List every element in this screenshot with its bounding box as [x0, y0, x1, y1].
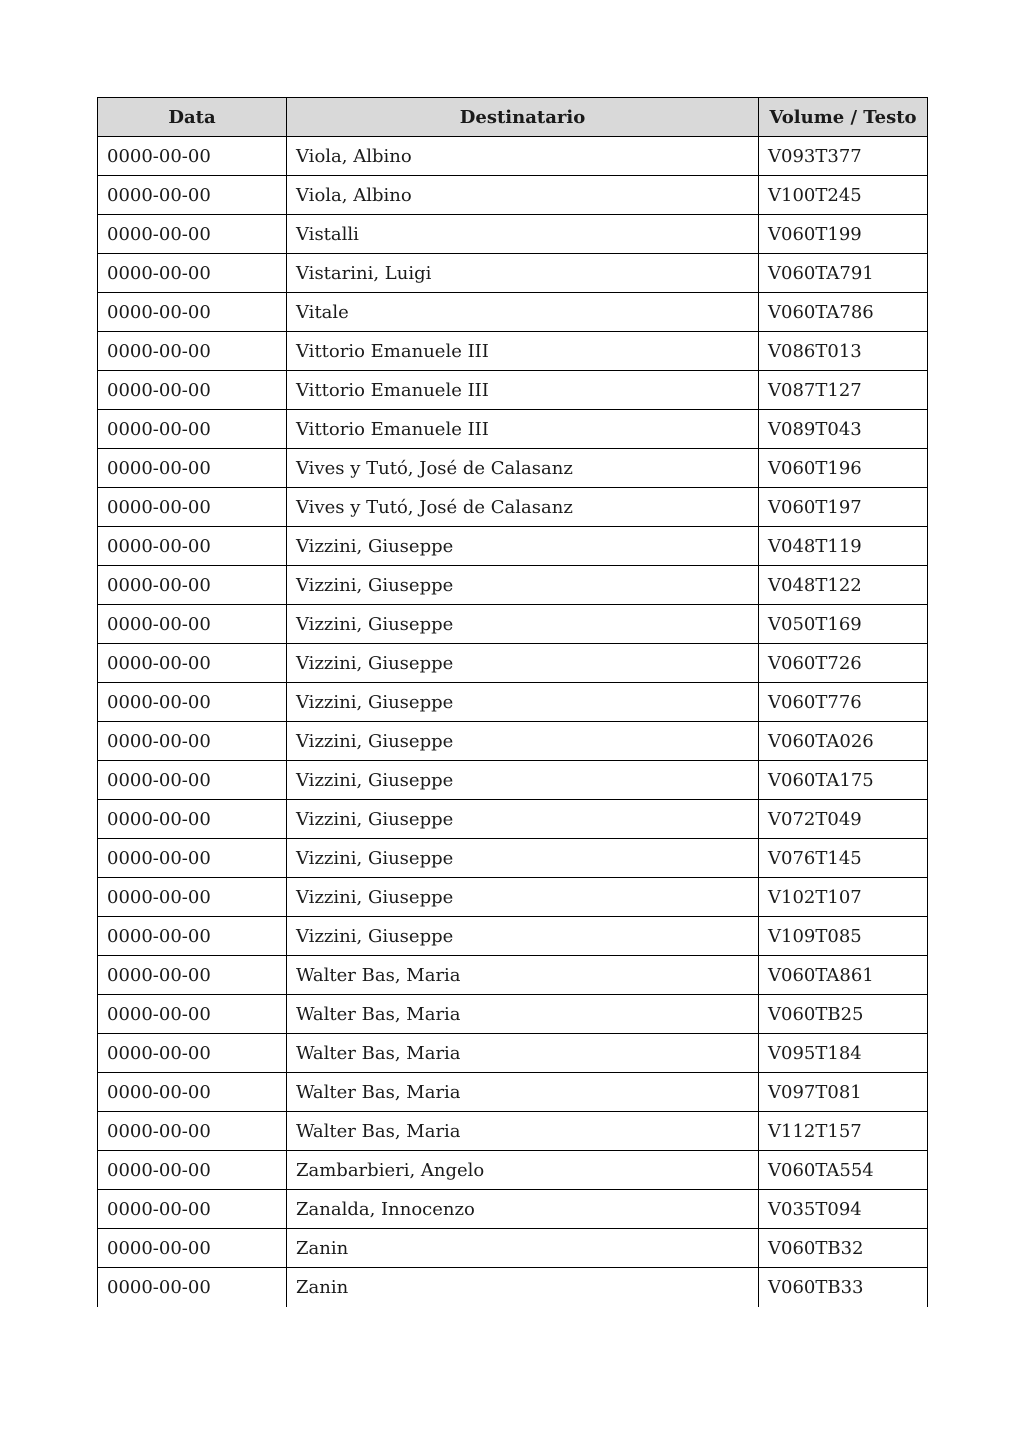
cell-data: 0000-00-00 [98, 1151, 287, 1190]
cell-destinatario: Zanin [287, 1268, 759, 1307]
cell-data: 0000-00-00 [98, 1190, 287, 1229]
cell-destinatario: Viola, Albino [287, 176, 759, 215]
cell-destinatario: Vistalli [287, 215, 759, 254]
cell-volume-testo: V060TA786 [759, 293, 928, 332]
cell-volume-testo: V102T107 [759, 878, 928, 917]
cell-data: 0000-00-00 [98, 176, 287, 215]
cell-data: 0000-00-00 [98, 137, 287, 176]
cell-destinatario: Viola, Albino [287, 137, 759, 176]
table-row [98, 644, 928, 683]
cell-volume-testo: V048T119 [759, 527, 928, 566]
cell-data: 0000-00-00 [98, 995, 287, 1034]
cell-destinatario: Vizzini, Giuseppe [287, 605, 759, 644]
cell-volume-testo: V100T245 [759, 176, 928, 215]
header-row [98, 98, 928, 137]
cell-volume-testo: V060T196 [759, 449, 928, 488]
cell-data: 0000-00-00 [98, 1112, 287, 1151]
cell-destinatario: Vittorio Emanuele III [287, 410, 759, 449]
table-row [98, 527, 928, 566]
cell-data: 0000-00-00 [98, 371, 287, 410]
cell-data: 0000-00-00 [98, 644, 287, 683]
table-row [98, 995, 928, 1034]
cell-volume-testo: V060TA175 [759, 761, 928, 800]
cell-data: 0000-00-00 [98, 878, 287, 917]
cell-volume-testo: V048T122 [759, 566, 928, 605]
cell-volume-testo: V060T776 [759, 683, 928, 722]
cell-data: 0000-00-00 [98, 488, 287, 527]
cell-data: 0000-00-00 [98, 1268, 287, 1307]
cell-destinatario: Vittorio Emanuele III [287, 332, 759, 371]
cell-data: 0000-00-00 [98, 410, 287, 449]
table-row [98, 449, 928, 488]
cell-volume-testo: V089T043 [759, 410, 928, 449]
cell-data: 0000-00-00 [98, 1034, 287, 1073]
table-row [98, 215, 928, 254]
cell-volume-testo: V060T197 [759, 488, 928, 527]
cell-volume-testo: V095T184 [759, 1034, 928, 1073]
cell-destinatario: Vizzini, Giuseppe [287, 566, 759, 605]
cell-destinatario: Vizzini, Giuseppe [287, 839, 759, 878]
cell-volume-testo: V112T157 [759, 1112, 928, 1151]
cell-data: 0000-00-00 [98, 956, 287, 995]
cell-data: 0000-00-00 [98, 332, 287, 371]
cell-data: 0000-00-00 [98, 605, 287, 644]
cell-destinatario: Zanalda, Innocenzo [287, 1190, 759, 1229]
table-row [98, 1112, 928, 1151]
cell-volume-testo: V060TA554 [759, 1151, 928, 1190]
cell-destinatario: Walter Bas, Maria [287, 995, 759, 1034]
cell-data: 0000-00-00 [98, 566, 287, 605]
cell-volume-testo: V060TA861 [759, 956, 928, 995]
cell-volume-testo: V060TB25 [759, 995, 928, 1034]
table-row [98, 137, 928, 176]
cell-volume-testo: V072T049 [759, 800, 928, 839]
cell-data: 0000-00-00 [98, 215, 287, 254]
table-row [98, 1268, 928, 1307]
cell-volume-testo: V060T199 [759, 215, 928, 254]
table-row [98, 878, 928, 917]
cell-destinatario: Vizzini, Giuseppe [287, 800, 759, 839]
table-row [98, 332, 928, 371]
cell-destinatario: Vizzini, Giuseppe [287, 644, 759, 683]
cell-data: 0000-00-00 [98, 527, 287, 566]
cell-destinatario: Walter Bas, Maria [287, 1112, 759, 1151]
cell-data: 0000-00-00 [98, 293, 287, 332]
cell-destinatario: Vizzini, Giuseppe [287, 761, 759, 800]
table-row [98, 566, 928, 605]
cell-destinatario: Walter Bas, Maria [287, 956, 759, 995]
cell-data: 0000-00-00 [98, 839, 287, 878]
table-row [98, 254, 928, 293]
cell-destinatario: Vives y Tutó, José de Calasanz [287, 488, 759, 527]
cell-volume-testo: V060TA791 [759, 254, 928, 293]
header-volume-testo: Volume / Testo [759, 98, 928, 137]
cell-volume-testo: V060TB33 [759, 1268, 928, 1307]
cell-destinatario: Vistarini, Luigi [287, 254, 759, 293]
table-row [98, 956, 928, 995]
table-body [98, 137, 928, 1307]
cell-data: 0000-00-00 [98, 254, 287, 293]
header-data: Data [98, 98, 287, 137]
cell-volume-testo: V060T726 [759, 644, 928, 683]
table-row [98, 1151, 928, 1190]
cell-destinatario: Walter Bas, Maria [287, 1034, 759, 1073]
cell-destinatario: Zanin [287, 1229, 759, 1268]
cell-volume-testo: V050T169 [759, 605, 928, 644]
cell-data: 0000-00-00 [98, 722, 287, 761]
table-row [98, 1034, 928, 1073]
table-row [98, 1190, 928, 1229]
table-row [98, 800, 928, 839]
document-page [97, 97, 927, 1307]
table-row [98, 839, 928, 878]
header-destinatario: Destinatario [287, 98, 759, 137]
cell-volume-testo: V060TB32 [759, 1229, 928, 1268]
cell-data: 0000-00-00 [98, 917, 287, 956]
table-row [98, 293, 928, 332]
table-row [98, 605, 928, 644]
table-row [98, 176, 928, 215]
cell-destinatario: Walter Bas, Maria [287, 1073, 759, 1112]
table-row [98, 410, 928, 449]
cell-destinatario: Vizzini, Giuseppe [287, 683, 759, 722]
table-header [98, 98, 928, 137]
letters-table [97, 97, 928, 1307]
cell-volume-testo: V109T085 [759, 917, 928, 956]
table-row [98, 1073, 928, 1112]
table-row [98, 722, 928, 761]
cell-destinatario: Vives y Tutó, José de Calasanz [287, 449, 759, 488]
table-row [98, 761, 928, 800]
cell-destinatario: Vizzini, Giuseppe [287, 878, 759, 917]
cell-destinatario: Vizzini, Giuseppe [287, 527, 759, 566]
cell-volume-testo: V035T094 [759, 1190, 928, 1229]
cell-data: 0000-00-00 [98, 683, 287, 722]
cell-destinatario: Vizzini, Giuseppe [287, 722, 759, 761]
cell-data: 0000-00-00 [98, 761, 287, 800]
cell-destinatario: Vitale [287, 293, 759, 332]
cell-volume-testo: V076T145 [759, 839, 928, 878]
table-row [98, 683, 928, 722]
table-row [98, 1229, 928, 1268]
cell-data: 0000-00-00 [98, 1229, 287, 1268]
cell-volume-testo: V087T127 [759, 371, 928, 410]
cell-volume-testo: V060TA026 [759, 722, 928, 761]
cell-data: 0000-00-00 [98, 1073, 287, 1112]
cell-destinatario: Zambarbieri, Angelo [287, 1151, 759, 1190]
cell-data: 0000-00-00 [98, 800, 287, 839]
cell-volume-testo: V093T377 [759, 137, 928, 176]
cell-volume-testo: V086T013 [759, 332, 928, 371]
table-row [98, 371, 928, 410]
table-row [98, 917, 928, 956]
cell-destinatario: Vizzini, Giuseppe [287, 917, 759, 956]
cell-data: 0000-00-00 [98, 449, 287, 488]
cell-volume-testo: V097T081 [759, 1073, 928, 1112]
cell-destinatario: Vittorio Emanuele III [287, 371, 759, 410]
table-row [98, 488, 928, 527]
